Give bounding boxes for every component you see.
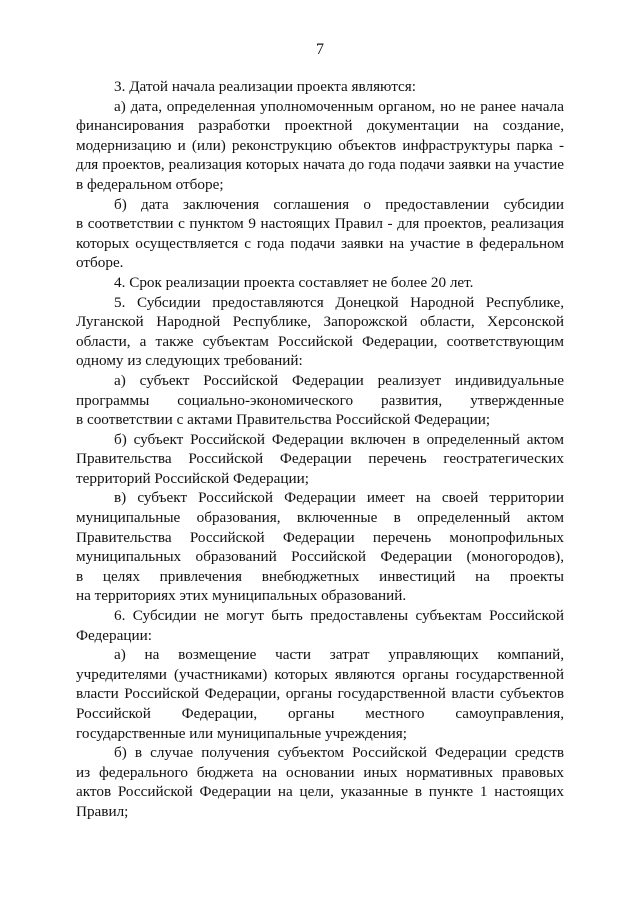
paragraph-line: 6. Субсидии не могут быть предоставлены субъектам Российской xyxy=(114,607,564,625)
paragraph-p3b xyxy=(76,195,564,273)
paragraph-p5v xyxy=(76,488,564,606)
paragraph-line: муниципальных образований Российской Федерации (моногородов), xyxy=(76,548,564,566)
paragraph-p3 xyxy=(76,77,564,97)
paragraph-line: Правительства Российской Федерации перечень геостратегических xyxy=(76,450,564,468)
paragraph-line: в целях привлечения внебюджетных инвестиций на проекты xyxy=(76,567,564,585)
paragraph-line: в) субъект Российской Федерации имеет на своей территории xyxy=(114,489,564,507)
paragraph-line: учредителями (участниками) которых являются органы государственной xyxy=(76,665,564,683)
paragraph-p4 xyxy=(76,273,564,293)
paragraph-line: а) субъект Российской Федерации реализует индивидуальные xyxy=(114,371,564,389)
paragraph-line: модернизацию и (или) реконструкцию объектов инфраструктуры парка - xyxy=(76,136,564,154)
paragraph-line: Луганской Народной Республике, Запорожской области, Херсонской xyxy=(76,313,564,331)
paragraph-line: 4. Срок реализации проекта составляет не более 20 лет. xyxy=(114,273,474,291)
paragraph-line: б) в случае получения субъектом Российской Федерации средств xyxy=(114,744,564,762)
page-number: 7 xyxy=(316,41,324,58)
paragraph-p6 xyxy=(76,606,564,645)
paragraph-line: которых осуществляется с года подачи заявки на участие в федеральном xyxy=(76,234,564,252)
paragraph-line: б) субъект Российской Федерации включен в определенный актом xyxy=(114,430,564,448)
paragraph-line: в соответствии с актами Правительства Российской Федерации; xyxy=(76,411,491,429)
paragraph-p5 xyxy=(76,293,564,371)
paragraph-p3a xyxy=(76,97,564,195)
paragraph-line: в соответствии с пунктом 9 настоящих Правил - для проектов, реализация xyxy=(76,215,564,233)
paragraph-line: государственные или муниципальные учреждения; xyxy=(76,724,407,742)
paragraph-line: на территориях этих муниципальных образований. xyxy=(76,587,407,605)
paragraph-line: отборе. xyxy=(76,254,124,272)
paragraph-p5a xyxy=(76,371,564,430)
paragraph-line: Правил; xyxy=(76,802,129,820)
paragraph-line: одному из следующих требований: xyxy=(76,352,303,370)
paragraph-line: а) дата, определенная уполномоченным органом, но не ранее начала xyxy=(114,97,564,115)
paragraph-line: актов Российской Федерации на цели, указанные в пункте 1 настоящих xyxy=(76,783,564,801)
paragraph-line: Федерации: xyxy=(76,626,152,644)
paragraph-line: области, а также субъектам Российской Федерации, соответствующим xyxy=(76,332,564,350)
paragraph-line: Российской Федерации, органы местного самоуправления, xyxy=(76,705,564,722)
paragraph-p6a xyxy=(76,645,564,743)
document-body xyxy=(76,77,564,822)
paragraph-line: финансирования разработки проектной документации на создание, xyxy=(76,117,564,135)
paragraph-line: из федерального бюджета на основании иных нормативных правовых xyxy=(76,763,564,781)
paragraph-line: 5. Субсидии предоставляются Донецкой Народной Республике, xyxy=(114,293,564,311)
paragraph-line: муниципальные образования, включенные в определенный актом xyxy=(76,509,564,527)
paragraph-line: 3. Датой начала реализации проекта являются: xyxy=(114,78,416,95)
paragraph-line: б) дата заключения соглашения о предоставлении субсидии xyxy=(114,195,564,213)
paragraph-line: программы социально-экономического развития, утвержденные xyxy=(76,391,564,409)
paragraph-p5b xyxy=(76,430,564,489)
paragraph-line: для проектов, реализация которых начата до года подачи заявки на участие xyxy=(76,156,564,174)
paragraph-line: в федеральном отборе; xyxy=(76,175,224,193)
paragraph-p6b xyxy=(76,743,564,821)
paragraph-line: территорий Российской Федерации; xyxy=(76,469,309,487)
paragraph-line: Правительства Российской Федерации перечень монопрофильных xyxy=(76,528,564,546)
paragraph-line: а) на возмещение части затрат управляющих компаний, xyxy=(114,646,564,664)
paragraph-line: власти Российской Федерации, органы государственной власти субъектов xyxy=(76,685,564,703)
